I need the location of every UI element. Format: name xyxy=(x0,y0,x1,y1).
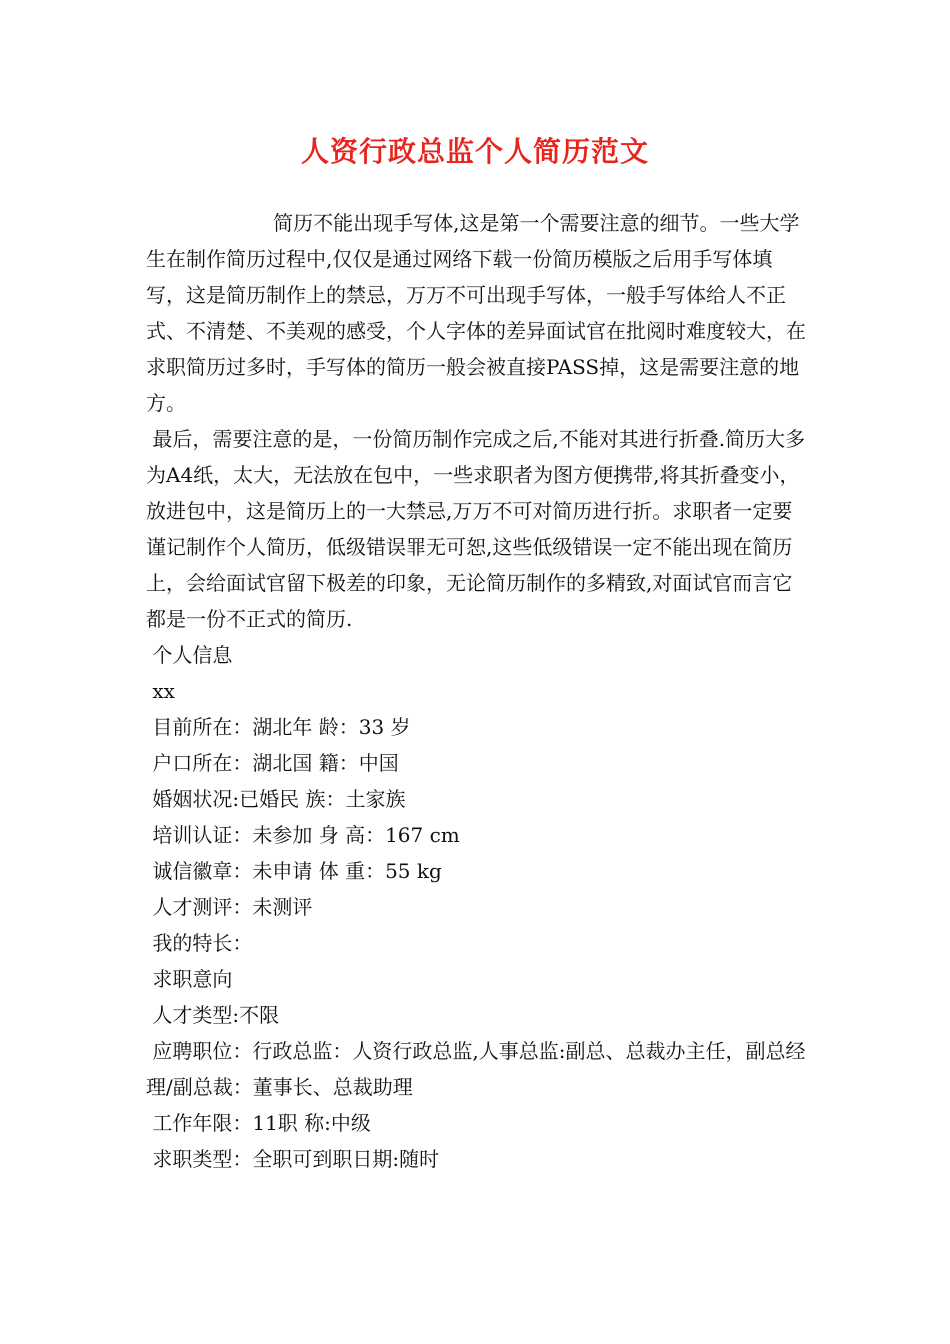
paragraph-folding: 最后，需要注意的是，一份简历制作完成之后,不能对其进行折叠.简历大多为A4纸，太大，无法放在包中，一些求职者为图方便携带,将其折叠变小，放进包中，这是简历上的一大禁忌,万万不可对简历进行折。求职者一定要谨记制作个人简历，低级错误罪无可恕,这些低级错误一定不能出现在简历上，会给面试官留下极差的印象，无论简历制作的多精致,对面试官而言它都是一份不正式的简历. xyxy=(146,427,806,631)
info-badge-weight: 诚信徽章：未申请 体 重：55 kg xyxy=(146,859,442,883)
section-heading-job-intention: 求职意向 xyxy=(146,967,233,991)
info-location-age: 目前所在：湖北年 龄：33 岁 xyxy=(146,715,411,739)
document-title: 人资行政总监个人简历范文 xyxy=(300,135,649,168)
info-name: xx xyxy=(146,679,175,703)
info-marital-ethnicity: 婚姻状况:已婚民 族：土家族 xyxy=(146,787,406,811)
info-talent-type: 人才类型:不限 xyxy=(146,1003,280,1027)
info-specialty: 我的特长： xyxy=(146,931,253,955)
info-training-height: 培训认证：未参加 身 高：167 cm xyxy=(146,823,460,847)
paragraph-handwriting: 简历不能出现手写体,这是第一个需要注意的细节。一些大学生在制作简历过程中,仅仅是通过网络下载一份简历模版之后用手写体填写，这是简历制作上的禁忌，万万不可出现手写体，一般手写体给人不正式、不清楚、不美观的感受，个人字体的差异面试官在批阅时难度较大，在求职简历过多时，手写体的简历一般会被直接PASS掉，这是需要注意的地方。 xyxy=(146,211,806,415)
document-body xyxy=(146,205,810,1177)
info-work-years-title: 工作年限：11职 称:中级 xyxy=(146,1111,371,1135)
info-hukou-nationality: 户口所在：湖北国 籍：中国 xyxy=(146,751,399,775)
info-job-type-start-date: 求职类型：全职可到职日期:随时 xyxy=(146,1147,440,1171)
info-assessment: 人才测评：未测评 xyxy=(146,895,313,919)
info-applied-position: 应聘职位：行政总监：人资行政总监,人事总监:副总、总裁办主任，副总经理/副总裁：董事长、总裁助理 xyxy=(146,1039,806,1099)
section-heading-personal-info: 个人信息 xyxy=(146,643,233,667)
